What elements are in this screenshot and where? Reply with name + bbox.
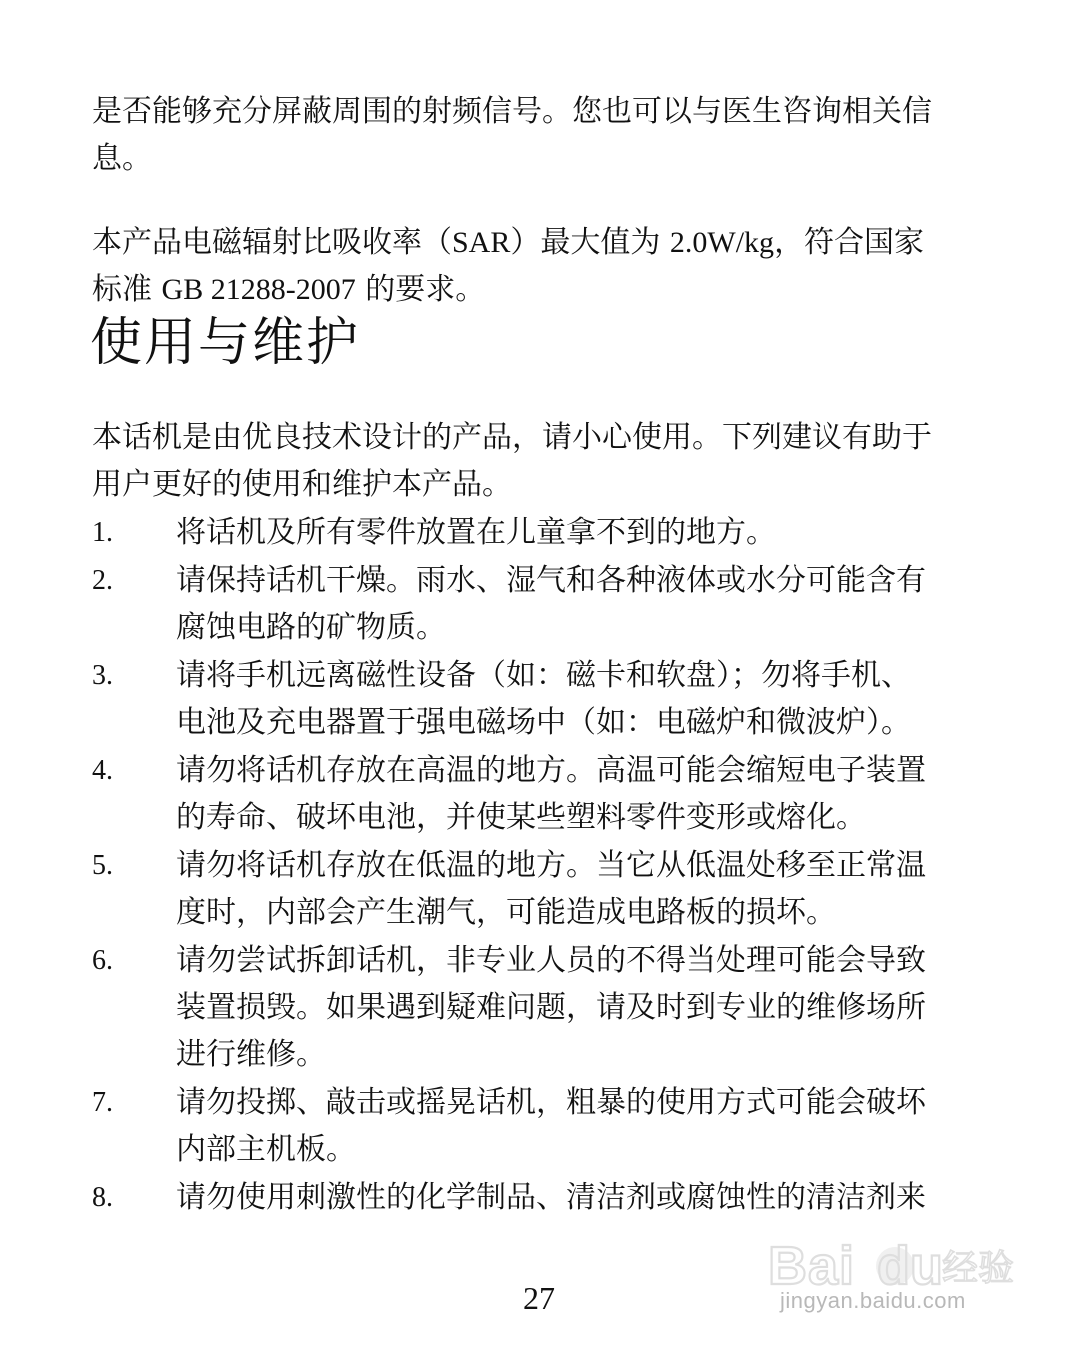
sar-text: 本产品电磁辐射比吸收率（ [92, 225, 452, 260]
sar-paragraph [92, 219, 977, 313]
list-item-number: 4. [92, 755, 113, 786]
list-item-number: 7. [92, 1087, 113, 1118]
section-intro-line-1: 本话机是由优良技术设计的产品，请小心使用。下列建议有助于 [92, 420, 932, 455]
list-item [92, 1174, 977, 1221]
sar-text: ，符合国家 [774, 225, 925, 260]
section-intro [92, 414, 977, 508]
list-item-line: 内部主机板。 [176, 1132, 356, 1167]
baidu-jingyan-watermark-logo [760, 1222, 1020, 1332]
list-item-number: 6. [92, 945, 113, 976]
list-item-number: 2. [92, 565, 113, 596]
intro-line-1: 是否能够充分屏蔽周围的射频信号。您也可以与医生咨询相关信 [92, 94, 932, 129]
list-item-number: 3. [92, 660, 113, 691]
list-item-line: 腐蚀电路的矿物质。 [176, 610, 446, 645]
intro-paragraph [92, 88, 977, 182]
sar-text: 标准 [92, 272, 162, 307]
list-item-line: 装置损毁。如果遇到疑难问题，请及时到专业的维修场所 [176, 990, 926, 1025]
sar-standard: GB 21288-2007 [161, 273, 356, 306]
sar-text: ）最大值为 [510, 225, 670, 260]
list-item-line: 的寿命、破坏电池，并使某些塑料零件变形或熔化。 [176, 800, 866, 835]
list-item-line: 请勿投掷、敲击或摇晃话机，粗暴的使用方式可能会破坏 [176, 1085, 926, 1120]
section-intro-line-2: 用户更好的使用和维护本产品。 [92, 467, 512, 502]
section-title: 使用与维护 [90, 313, 361, 373]
list-item-line: 电池及充电器置于强电磁场中（如：电磁炉和微波炉）。 [176, 705, 911, 740]
care-list [92, 509, 977, 1222]
list-item-number: 1. [92, 517, 113, 548]
list-item-line: 请将手机远离磁性设备（如：磁卡和软盘）；勿将手机、 [176, 658, 911, 693]
page-number: 27 [523, 1280, 555, 1316]
svg-text:经验: 经验 [942, 1248, 1015, 1289]
list-item [92, 557, 977, 651]
sar-line-2 [92, 266, 977, 313]
sar-text: 的要求。 [355, 272, 486, 307]
list-item [92, 937, 977, 1078]
list-item-line: 请勿尝试拆卸话机，非专业人员的不得当处理可能会导致 [176, 943, 926, 978]
list-item [92, 509, 977, 556]
list-item-number: 8. [92, 1182, 113, 1213]
intro-line-2: 息。 [92, 141, 152, 176]
list-item [92, 747, 977, 841]
list-item-line: 请保持话机干燥。雨水、湿气和各种液体或水分可能含有 [176, 563, 926, 598]
list-item-number: 5. [92, 850, 113, 881]
list-item-line: 请勿将话机存放在低温的地方。当它从低温处移至正常温 [176, 848, 926, 883]
watermark-url: jingyan.baidu.com [780, 1288, 966, 1313]
list-item [92, 652, 977, 746]
sar-abbr: SAR [452, 226, 511, 259]
list-item-line: 请勿使用刺激性的化学制品、清洁剂或腐蚀性的清洁剂来 [176, 1180, 926, 1215]
list-item-line: 将话机及所有零件放置在儿童拿不到的地方。 [176, 515, 776, 550]
list-item-line: 度时，内部会产生潮气，可能造成电路板的损坏。 [176, 895, 836, 930]
list-item-line: 进行维修。 [176, 1037, 326, 1072]
list-item [92, 1079, 977, 1173]
list-item-line: 请勿将话机存放在高温的地方。高温可能会缩短电子装置 [176, 753, 926, 788]
sar-line-1 [92, 219, 977, 266]
list-item [92, 842, 977, 936]
sar-value: 2.0W/kg [669, 226, 775, 259]
svg-text:Bai: Bai [768, 1236, 856, 1296]
svg-text:du: du [877, 1236, 943, 1296]
